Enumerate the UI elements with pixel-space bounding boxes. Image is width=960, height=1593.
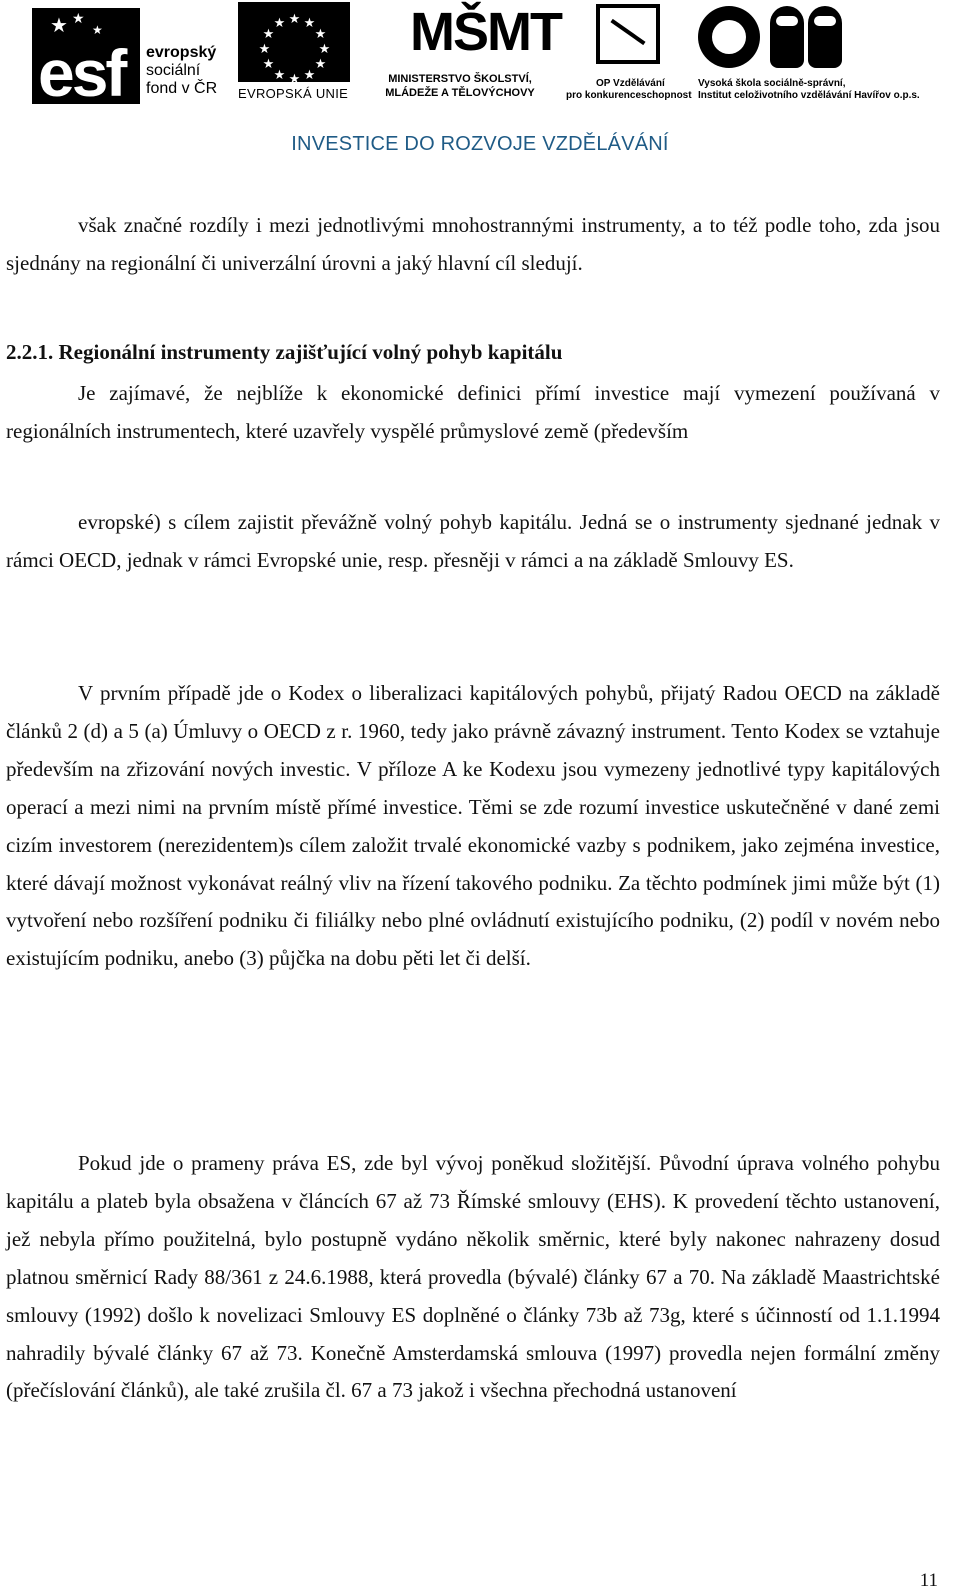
section-heading: 2.2.1. Regionální instrumenty zajišťující volný pohyb kapitálu <box>6 340 563 364</box>
paragraph-3 <box>6 675 940 978</box>
msmt-mark: MŠMT <box>410 2 561 62</box>
eu-label: EVROPSKÁ UNIE <box>238 86 349 101</box>
eu-flag-icon: ★ ★ ★ ★ ★ ★ ★ ★ ★ ★ ★ ★ <box>238 2 350 82</box>
vs-line-2: Institut celoživotního vzdělávání Havířov o.p.s. <box>698 90 920 101</box>
logo-bar <box>0 0 960 110</box>
paragraph-1-text: Je zajímavé, že nejblíže k ekonomické definici přímí investice mají vymezení používaná v regionálních instrumentech, které uzavřely vyspělé průmyslové země (především <box>6 381 940 443</box>
op-label <box>566 78 692 102</box>
esf-logo-mark: ★ ★ ★ esf <box>32 8 140 104</box>
esf-logo <box>32 0 232 110</box>
owl-icon-2 <box>808 6 842 68</box>
vs-label <box>698 78 920 102</box>
op-logo-mark <box>596 4 660 64</box>
vs-logo <box>698 0 938 106</box>
op-line-2: pro konkurenceschopnost <box>566 90 692 101</box>
esf-letters: esf <box>38 36 125 110</box>
paragraph-4-text: Pokud jde o prameny práva ES, zde byl vývoj poněkud složitější. Původní úprava volného pohybu kapitálu a plateb byla obsažena v článcích 67 až 73 Římské smlouvy (EHS). K provedení těchto ustanovení, jež nebyla přímo použitelná, bylo postupně vydáno několik směrnic, které byly nakonec nahrazeny dosud platnou směrnicí Rady 88/361 z 24.6.1988, která provedla (bývalé) články 67 a 70. Na základě Maastrichtské smlouvy (1992) došlo k novelizaci Smlouvy ES doplněné o články 73b až 73g, které s účinností od 1.1.1994 nahradily bývalé články 67 až 73. Konečně Amsterdamská smlouva (1997) provedla nejen formální změny (přečíslování článků), ale také zrušila čl. 67 a 73 jakož i všechna přechodná ustanovení <box>6 1151 940 1403</box>
intro-paragraph <box>6 207 940 283</box>
msmt-label <box>370 72 550 100</box>
msmt-line-1: MINISTERSTVO ŠKOLSTVÍ, <box>388 73 532 85</box>
project-banner: INVESTICE DO ROZVOJE VZDĚLÁVÁNÍ <box>291 133 669 155</box>
vs-line-1: Vysoká škola sociálně-správní, <box>698 78 846 89</box>
paragraph-3-text: V prvním případě jde o Kodex o liberalizaci kapitálových pohybů, přijatý Radou OECD na základě článků 2 (d) a 5 (a) Úmluvy o OECD z r. 1960, tedy jako právně závazný instrument. Tento Kodex se vztahuje především na zřizování nových investic. V příloze A ke Kodexu jsou vymezeny jednotlivé typy kapitálových operací a mezi nimi na prvním místě přímé investice. Těmi se zde rozumí investice uskutečněné v dané zemi cizím investorem (nerezidentem)s cílem založit trvalé ekonomické vazby s podnikem, jako zejména investice, které dávají možnost vykonávat reálný vliv na řízení takového podniku. Za těchto podmínek jimi může být (1) vytvoření nebo rozšíření podniku či filiálky nebo plné ovládnutí existujícího podniku, (2) podíl v novém nebo existujícím podniku, anebo (3) půjčka na dobu pěti let či delší. <box>6 681 940 971</box>
esf-line-1: evropský <box>146 44 217 61</box>
esf-line-3: fond v ČR <box>146 80 218 97</box>
paragraph-4 <box>6 1145 940 1410</box>
msmt-line-2: MLÁDEŽE A TĚLOVÝCHOVY <box>385 87 535 99</box>
vs-logo-mark <box>698 6 760 68</box>
paragraph-2-text: evropské) s cílem zajistit převážně volný pohyb kapitálu. Jedná se o instrumenty sjednané jednak v rámci OECD, jednak v rámci Evropské unie, resp. přesněji v rámci a na základě Smlouvy ES. <box>6 510 940 572</box>
paragraph-1 <box>6 375 940 451</box>
intro-text: však značné rozdíly i mezi jednotlivými mnohostrannými instrumenty, a to též podle toho, zda jsou sjednány na regionální či univerzální úrovni a jaký hlavní cíl sledují. <box>6 213 940 275</box>
op-logo <box>566 0 696 106</box>
page-number: 11 <box>919 1570 938 1591</box>
eu-logo <box>238 0 354 106</box>
owl-icon <box>770 6 804 68</box>
esf-line-2: sociální <box>146 62 201 79</box>
op-line-1: OP Vzdělávání <box>596 78 665 89</box>
paragraph-2 <box>6 504 940 580</box>
esf-logo-text <box>146 44 217 98</box>
msmt-logo <box>370 0 561 106</box>
